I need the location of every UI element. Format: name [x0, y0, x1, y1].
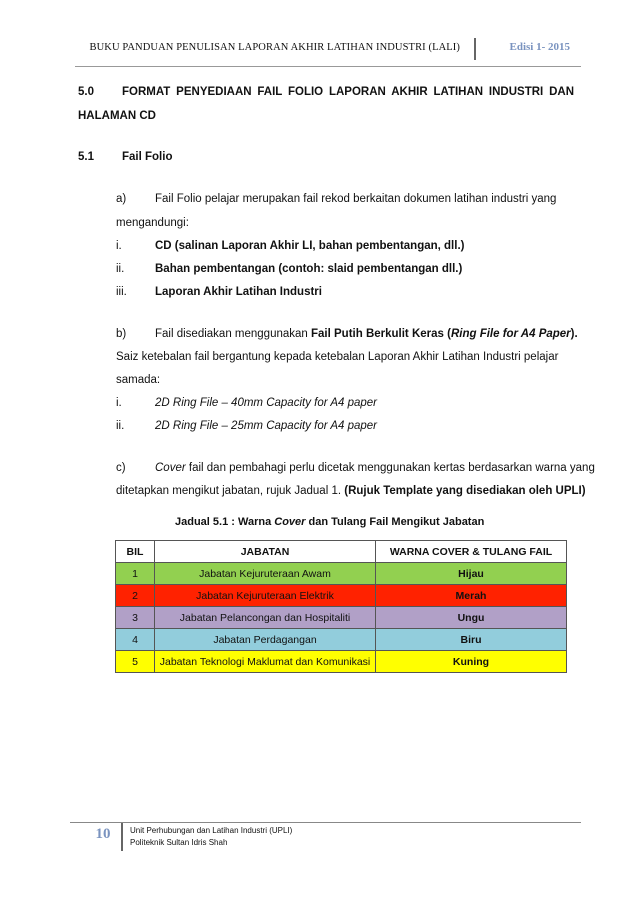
item-a-list-marker-1: i. — [116, 240, 122, 252]
footer-divider — [121, 823, 123, 851]
row-bil: 3 — [116, 607, 155, 629]
item-c-marker: c) — [116, 462, 126, 474]
table-row — [116, 651, 567, 673]
page-number: 10 — [95, 826, 111, 842]
section-5-1-title: Fail Folio — [122, 151, 173, 163]
header-jabatan: JABATAN — [155, 541, 376, 563]
row-warna: Ungu — [376, 607, 567, 629]
item-c-line2: ditetapkan mengikut jabatan, rujuk Jadual 1. (Rujuk Template yang disediakan oleh UPLI) — [116, 485, 586, 497]
header-bil: BIL — [116, 541, 155, 563]
item-b-list-marker-1: i. — [116, 397, 122, 409]
header-divider — [474, 38, 476, 60]
item-b-marker: b) — [116, 328, 127, 340]
item-a-list-text-3: Laporan Akhir Latihan Industri — [155, 286, 322, 298]
item-b-line2: Saiz ketebalan fail bergantung kepada ketebalan Laporan Akhir Latihan Industri pelajar — [116, 351, 559, 363]
table-header-row — [116, 541, 567, 563]
table-row — [116, 585, 567, 607]
item-c-line1: Cover fail dan pembahagi perlu dicetak menggunakan kertas berdasarkan warna yang — [155, 462, 595, 474]
header-rule — [75, 66, 581, 67]
header-title: BUKU PANDUAN PENULISAN LAPORAN AKHIR LATIHAN INDUSTRI (LALI) — [89, 42, 460, 53]
row-bil: 1 — [116, 563, 155, 585]
page-header — [80, 38, 580, 60]
row-warna: Kuning — [376, 651, 567, 673]
row-bil: 2 — [116, 585, 155, 607]
section-5-0-number: 5.0 — [78, 86, 94, 98]
item-a-list-marker-2: ii. — [116, 263, 125, 275]
footer-rule — [70, 822, 581, 823]
row-jabatan: Jabatan Pelancongan dan Hospitaliti — [155, 607, 376, 629]
row-jabatan: Jabatan Perdagangan — [155, 629, 376, 651]
item-a-list-marker-3: iii. — [116, 286, 127, 298]
item-a-list-text-1: CD (salinan Laporan Akhir LI, bahan pembentangan, dll.) — [155, 240, 465, 252]
item-b-line3: samada: — [116, 374, 161, 386]
row-warna: Merah — [376, 585, 567, 607]
row-warna: Hijau — [376, 563, 567, 585]
row-bil: 5 — [116, 651, 155, 673]
row-jabatan: Jabatan Teknologi Maklumat dan Komunikasi — [155, 651, 376, 673]
item-a-line2: mengandungi: — [116, 217, 189, 229]
section-5-0-title-cont: HALAMAN CD — [78, 110, 156, 122]
section-5-1-number: 5.1 — [78, 151, 94, 163]
item-a-marker: a) — [116, 193, 127, 205]
section-5-0-title: FORMAT PENYEDIAAN FAIL FOLIO LAPORAN AKHIR LATIHAN INDUSTRI DAN — [122, 86, 574, 98]
header-edition: Edisi 1- 2015 — [509, 41, 570, 53]
item-b-list-text-1: 2D Ring File – 40mm Capacity for A4 paper — [155, 397, 378, 409]
table-caption: Jadual 5.1 : Warna Cover dan Tulang Fail Mengikut Jabatan — [175, 516, 485, 528]
department-color-table — [115, 540, 567, 673]
item-a-line1: Fail Folio pelajar merupakan fail rekod berkaitan dokumen latihan industri yang — [155, 193, 557, 205]
item-b-list-marker-2: ii. — [116, 420, 125, 432]
item-b-list-text-2: 2D Ring File – 25mm Capacity for A4 paper — [155, 420, 378, 432]
footer-line-2: Politeknik Sultan Idris Shah — [130, 838, 228, 847]
footer-line-1: Unit Perhubungan dan Latihan Industri (UPLI) — [130, 826, 293, 835]
row-jabatan: Jabatan Kejuruteraan Awam — [155, 563, 376, 585]
header-warna: WARNA COVER & TULANG FAIL — [376, 541, 567, 563]
table-row — [116, 629, 567, 651]
table-row — [116, 607, 567, 629]
item-b-line1: Fail disediakan menggunakan Fail Putih Berkulit Keras (Ring File for A4 Paper). — [155, 328, 578, 340]
row-bil: 4 — [116, 629, 155, 651]
table-row — [116, 563, 567, 585]
row-warna: Biru — [376, 629, 567, 651]
item-a-list-text-2: Bahan pembentangan (contoh: slaid pembentangan dll.) — [155, 263, 463, 275]
row-jabatan: Jabatan Kejuruteraan Elektrik — [155, 585, 376, 607]
